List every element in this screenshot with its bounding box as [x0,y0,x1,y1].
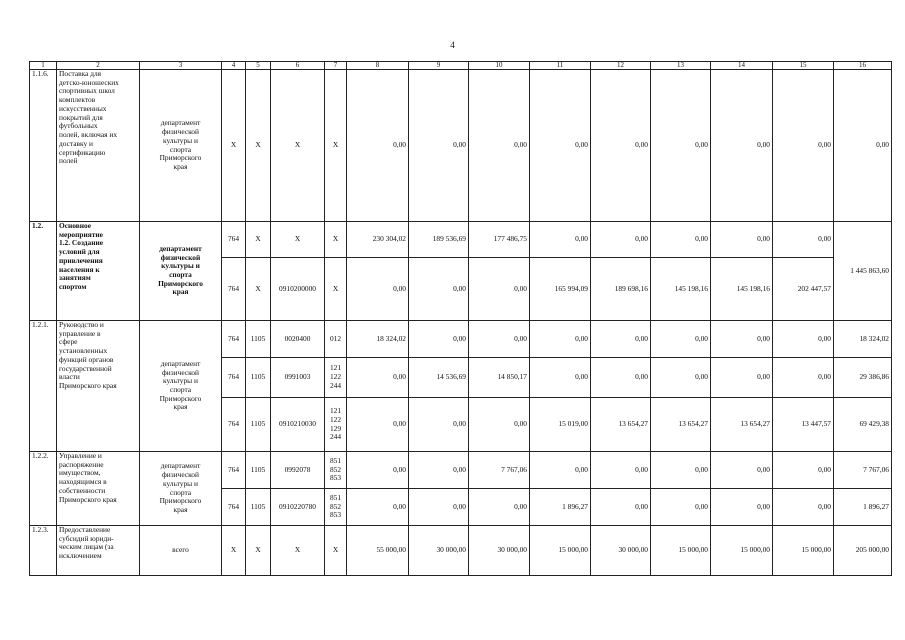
amount-cell: 14 536,69 [409,358,469,398]
ministry-code: 764 [222,222,246,258]
column-header: 11 [530,62,591,70]
total-cell: 29 386,86 [834,358,892,398]
amount-cell: 15 019,00 [530,398,591,452]
section-code: 1105 [246,398,271,452]
amount-cell: 0,00 [591,489,651,526]
amount-cell: 0,00 [711,70,773,222]
amount-cell: 0,00 [409,489,469,526]
amount-cell: 0,00 [711,452,773,489]
amount-cell: 13 447,57 [773,398,834,452]
column-header: 13 [651,62,711,70]
amount-cell: 0,00 [773,452,834,489]
amount-cell: 0,00 [651,452,711,489]
amount-cell: 0,00 [651,70,711,222]
target-article-code: 0910210030 [271,398,325,452]
amount-cell: 0,00 [591,452,651,489]
column-header: 15 [773,62,834,70]
expense-type-code: 121 122 244 [325,358,347,398]
budget-table [29,61,892,576]
target-article-code: 0992078 [271,452,325,489]
amount-cell: 0,00 [591,70,651,222]
activity-name: Руководство и управление в сфере установленных функций органов государственной власти Приморского края [57,321,140,452]
expense-type-code: 012 [325,321,347,358]
amount-cell: 0,00 [530,321,591,358]
section-code: X [246,526,271,576]
executor: департамент физической культуры и спорта Приморского края [140,222,222,321]
amount-cell: 0,00 [773,70,834,222]
amount-cell: 0,00 [773,222,834,258]
amount-cell: 1 896,27 [530,489,591,526]
expense-type-code: X [325,70,347,222]
target-article-code: X [271,222,325,258]
column-header: 9 [409,62,469,70]
amount-cell: 0,00 [409,70,469,222]
column-header: 12 [591,62,651,70]
total-cell: 7 767,06 [834,452,892,489]
amount-cell: 145 198,16 [651,258,711,321]
page-number: 4 [450,40,455,50]
section-code: 1105 [246,489,271,526]
amount-cell: 0,00 [347,489,409,526]
ministry-code: 764 [222,358,246,398]
target-article-code: X [271,70,325,222]
amount-cell: 202 447,57 [773,258,834,321]
target-article-code: 0910200000 [271,258,325,321]
amount-cell: 0,00 [469,70,530,222]
target-article-code: X [271,526,325,576]
amount-cell: 30 000,00 [591,526,651,576]
amount-cell: 0,00 [591,321,651,358]
amount-cell: 0,00 [347,258,409,321]
expense-type-code: X [325,222,347,258]
column-header: 2 [57,62,140,70]
amount-cell: 0,00 [651,222,711,258]
table-row [30,222,892,258]
executor: всего [140,526,222,576]
amount-cell: 0,00 [409,452,469,489]
amount-cell: 0,00 [773,489,834,526]
amount-cell: 0,00 [651,489,711,526]
total-cell: 205 000,00 [834,526,892,576]
amount-cell: 15 000,00 [651,526,711,576]
executor: департамент физической культуры и спорта Приморского края [140,70,222,222]
amount-cell: 0,00 [591,222,651,258]
expense-type-code: X [325,258,347,321]
expense-type-code: X [325,526,347,576]
amount-cell: 30 000,00 [409,526,469,576]
total-cell: 0,00 [834,70,892,222]
amount-cell: 0,00 [711,358,773,398]
amount-cell: 230 304,02 [347,222,409,258]
column-header: 14 [711,62,773,70]
amount-cell: 0,00 [711,222,773,258]
table-row [30,452,892,489]
expense-type-code: 851 852 853 [325,489,347,526]
section-code: 1105 [246,358,271,398]
ministry-code: X [222,526,246,576]
amount-cell: 0,00 [530,70,591,222]
activity-name: Основное мероприятие 1.2. Создание условий для привлечения населения к занятиям спортом [57,222,140,321]
amount-cell: 0,00 [773,321,834,358]
section-code: 1105 [246,321,271,358]
activity-name: Предоставление субсидий юриди- ческим лицам (за исключением [57,526,140,576]
amount-cell: 0,00 [347,70,409,222]
column-header: 8 [347,62,409,70]
row-number: 1.2.3. [30,526,57,576]
ministry-code: 764 [222,398,246,452]
amount-cell: 13 654,27 [651,398,711,452]
amount-cell: 0,00 [409,258,469,321]
table-row [30,321,892,358]
amount-cell: 0,00 [409,321,469,358]
amount-cell: 0,00 [711,489,773,526]
ministry-code: 764 [222,258,246,321]
ministry-code: 764 [222,321,246,358]
row-number: 1.2. [30,222,57,321]
amount-cell: 0,00 [651,358,711,398]
activity-name: Управление и распоряжение имуществом, находящимся в собственности Приморского края [57,452,140,526]
amount-cell: 177 486,75 [469,222,530,258]
amount-cell: 15 000,00 [530,526,591,576]
amount-cell: 165 994,09 [530,258,591,321]
executor: департамент физической культуры и спорта Приморского края [140,452,222,526]
amount-cell: 0,00 [651,321,711,358]
amount-cell: 7 767,06 [469,452,530,489]
amount-cell: 0,00 [347,358,409,398]
amount-cell: 14 850,17 [469,358,530,398]
amount-cell: 189 698,16 [591,258,651,321]
amount-cell: 18 324,02 [347,321,409,358]
amount-cell: 15 000,00 [773,526,834,576]
ministry-code: 764 [222,452,246,489]
table-row [30,70,892,222]
amount-cell: 145 198,16 [711,258,773,321]
amount-cell: 13 654,27 [591,398,651,452]
amount-cell: 13 654,27 [711,398,773,452]
target-article-code: 0991003 [271,358,325,398]
target-article-code: 0910220780 [271,489,325,526]
column-number-row [30,62,892,70]
amount-cell: 0,00 [469,489,530,526]
amount-cell: 0,00 [409,398,469,452]
expense-type-code: 121 122 129 244 [325,398,347,452]
target-article-code: 0020400 [271,321,325,358]
section-code: 1105 [246,452,271,489]
column-header: 4 [222,62,246,70]
executor: департамент физической культуры и спорта Приморского края [140,321,222,452]
amount-cell: 0,00 [530,452,591,489]
amount-cell: 0,00 [347,398,409,452]
total-cell: 1 445 863,60 [834,222,892,321]
row-number: 1.2.1. [30,321,57,452]
amount-cell: 30 000,00 [469,526,530,576]
amount-cell: 0,00 [347,452,409,489]
table-row [30,526,892,576]
amount-cell: 189 536,69 [409,222,469,258]
section-code: X [246,70,271,222]
amount-cell: 0,00 [773,358,834,398]
expense-type-code: 851 852 853 [325,452,347,489]
column-header: 6 [271,62,325,70]
amount-cell: 0,00 [530,222,591,258]
amount-cell: 0,00 [469,321,530,358]
activity-name: Поставка для детско-юношеских спортивных школ комплектов искусственных покрытий для футбольных полей, включая их доставку и сертификацию полей [57,70,140,222]
column-header: 3 [140,62,222,70]
row-number: 1.1.6. [30,70,57,222]
total-cell: 69 429,38 [834,398,892,452]
column-header: 10 [469,62,530,70]
column-header: 16 [834,62,892,70]
row-number: 1.2.2. [30,452,57,526]
column-header: 7 [325,62,347,70]
ministry-code: 764 [222,489,246,526]
ministry-code: X [222,70,246,222]
amount-cell: 0,00 [469,398,530,452]
total-cell: 18 324,02 [834,321,892,358]
column-header: 5 [246,62,271,70]
section-code: X [246,222,271,258]
total-cell: 1 896,27 [834,489,892,526]
amount-cell: 15 000,00 [711,526,773,576]
amount-cell: 0,00 [591,358,651,398]
amount-cell: 55 000,00 [347,526,409,576]
section-code: X [246,258,271,321]
amount-cell: 0,00 [711,321,773,358]
amount-cell: 0,00 [530,358,591,398]
column-header: 1 [30,62,57,70]
amount-cell: 0,00 [469,258,530,321]
